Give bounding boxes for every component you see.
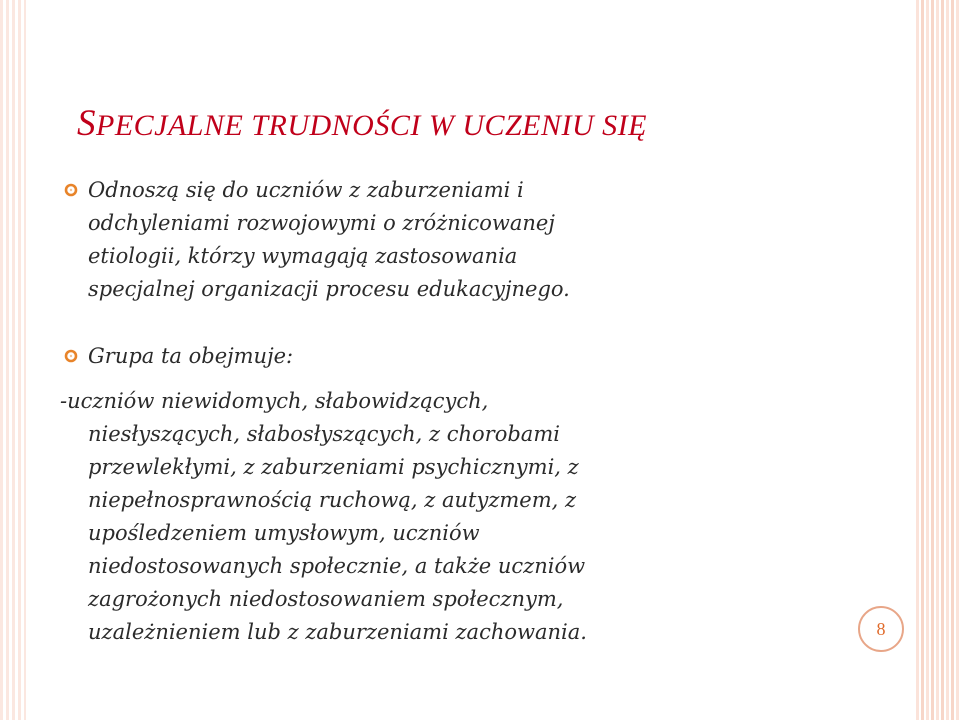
text-line: zagrożonych niedostosowaniem społecznym, [88,587,564,611]
text-line: Grupa ta obejmuje: [88,344,294,368]
bullet-paragraph-1 [88,174,570,306]
title-rest: PECJALNE TRUDNOŚCI W UCZENIU SIĘ [96,109,647,142]
text-line: -uczniów niewidomych, słabowidzących, [60,389,489,413]
ring-bullet-icon [64,349,78,363]
left-decorative-stripes [0,0,26,720]
list-first-line [60,385,488,418]
text-line: niedostosowanych społecznie, a także uczniów [88,554,586,578]
bullet-paragraph-2 [88,340,293,373]
ring-bullet-icon [64,183,78,197]
page-number-badge: 8 [858,606,904,652]
right-decorative-stripes [914,0,960,720]
text-line: Odnoszą się do uczniów z zaburzeniami i [88,178,524,202]
text-line: etiologii, którzy wymagają zastosowania [88,244,518,268]
text-line: niesłyszących, słabosłyszących, z chorobami [88,422,560,446]
text-line: upośledzeniem umysłowym, uczniów [88,521,480,545]
text-line: uzależnieniem lub z zaburzeniami zachowania. [88,620,587,644]
text-line: specjalnej organizacji procesu edukacyjnego. [88,277,570,301]
text-line: odchyleniami rozwojowymi o zróżnicowanej [88,211,555,235]
text-line: niepełnosprawnością ruchową, z autyzmem, z [88,488,577,512]
slide-title [77,102,647,145]
title-initial: S [77,103,96,144]
text-line: przewlekłymi, z zaburzeniami psychicznymi, z [88,455,579,479]
list-continuation [88,418,587,649]
